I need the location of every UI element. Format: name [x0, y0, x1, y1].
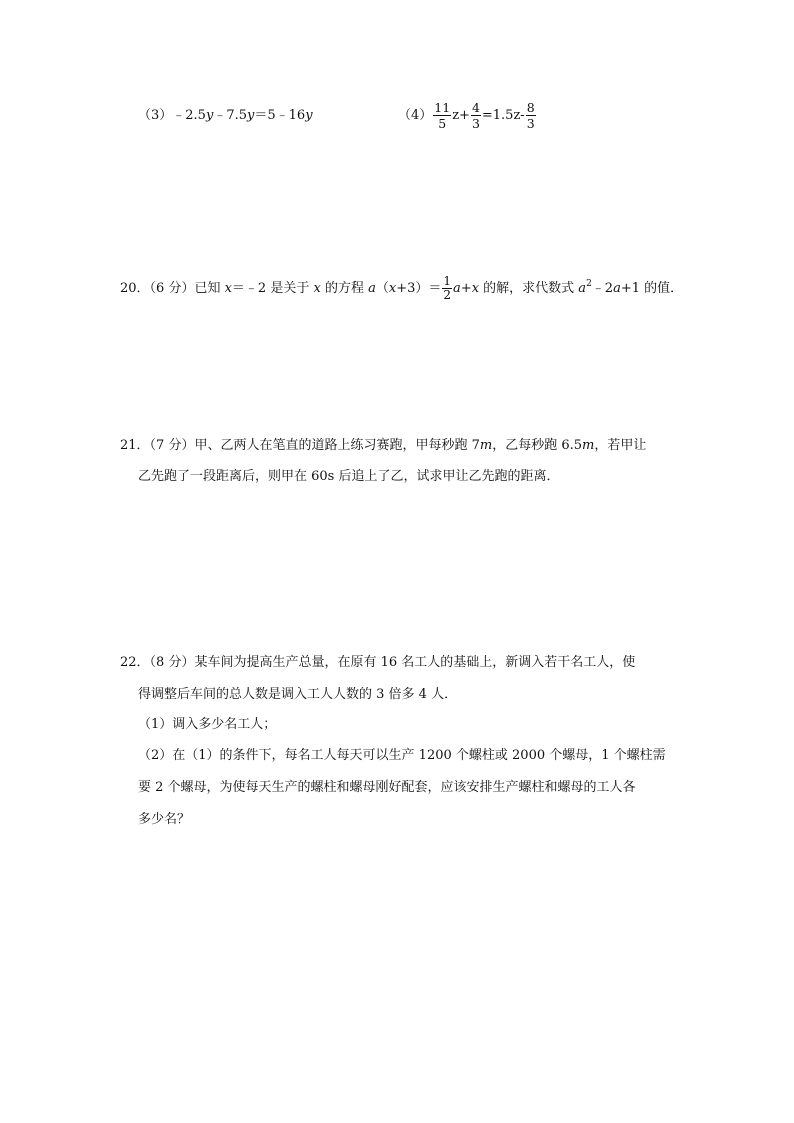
q20-text: 20．（6 分）已知 — [120, 281, 225, 296]
q22-text: 22．（8 分）某车间为提高生产总量，在原有 16 名工人的基础上，新调入若干名工人，使 — [120, 655, 636, 670]
fraction-denominator: 3 — [526, 116, 535, 131]
q22-text: 要 2 个螺母，为使每天生产的螺柱和螺母刚好配套，应该安排生产螺柱和螺母的工人各 — [138, 780, 636, 795]
q19-part3 — [138, 106, 313, 126]
q19-part3-label: （3） — [138, 108, 173, 123]
question-22-part-1 — [138, 715, 276, 735]
q20-text: 的解，求代数式 — [479, 281, 579, 296]
question-22-part-2-line-3 — [138, 810, 190, 830]
q20-var: x — [388, 281, 397, 296]
q20-text: 的方程 — [320, 281, 369, 296]
q22-text: 多少名？ — [138, 812, 191, 827]
fraction-numerator: 1 — [443, 274, 452, 288]
q20-var: a — [368, 281, 376, 296]
q20-var: x — [224, 281, 232, 296]
fraction-numerator: 4 — [471, 100, 480, 115]
question-20 — [120, 266, 683, 307]
fraction — [471, 100, 481, 131]
q20-text: +3）＝ — [396, 281, 442, 296]
q19-part4 — [398, 98, 537, 134]
fraction-denominator: 5 — [438, 116, 447, 131]
q19-part3-term: ﹣7.5 — [213, 108, 248, 123]
q20-var: x — [313, 281, 321, 296]
q19-part3-term: ＝5﹣16 — [254, 108, 306, 123]
q19-part3-var: y — [205, 108, 214, 123]
q22-text: （1）调入多少名工人； — [138, 717, 277, 732]
fraction-numerator: 8 — [526, 100, 535, 115]
q19-part3-var: y — [247, 108, 255, 123]
question-22-line-2 — [138, 685, 457, 705]
q20-text: +1 的值． — [620, 281, 684, 296]
fraction — [526, 100, 536, 131]
q20-var: a — [453, 281, 461, 296]
q22-text: （2）在（1）的条件下，每名工人每天可以生产 1200 个螺柱或 2000 个螺母，1 个螺柱需 — [138, 748, 666, 763]
q20-text: ﹣2 — [591, 281, 614, 296]
question-22-part-2-line-1 — [138, 746, 666, 766]
q20-text: （ — [375, 281, 389, 296]
q21-text: ，乙每秒跑 6.5 — [492, 438, 582, 453]
q20-exponent: 2 — [586, 279, 592, 289]
q20-text: ＝﹣2 是关于 — [231, 281, 314, 296]
question-21-line-1 — [120, 436, 646, 456]
fraction — [442, 275, 452, 302]
fraction-numerator: 11 — [434, 100, 451, 115]
q20-text: + — [460, 281, 472, 296]
q19-part4-term: z+ — [452, 108, 470, 123]
q19-part4-label: （4） — [398, 108, 433, 123]
q21-text: 乙先跑了一段距离后，则甲在 60s 后追上了乙，试求甲让乙先跑的距离． — [138, 469, 560, 484]
q21-unit: m — [479, 438, 493, 453]
q21-unit: m — [582, 438, 595, 453]
fraction — [433, 100, 451, 131]
question-21-line-2 — [138, 467, 559, 487]
q21-text: ，若甲让 — [594, 438, 647, 453]
q19-part3-var: y — [305, 108, 313, 123]
q22-text: 得调整后车间的总人数是调入工人人数的 3 倍多 4 人． — [138, 687, 458, 702]
q19-part4-term: =1.5z- — [481, 108, 525, 123]
fraction-denominator: 2 — [443, 288, 452, 302]
q20-var: a — [578, 281, 587, 296]
question-22-line-1 — [120, 653, 635, 673]
fraction-denominator: 3 — [471, 116, 480, 131]
q20-var: a — [613, 281, 621, 296]
question-22-part-2-line-2 — [138, 778, 636, 798]
q20-var: x — [471, 281, 480, 296]
q21-text: 21．（7 分）甲、乙两人在笔直的道路上练习赛跑，甲每秒跑 7 — [120, 438, 480, 453]
q19-part3-term: ﹣2.5 — [172, 108, 206, 123]
